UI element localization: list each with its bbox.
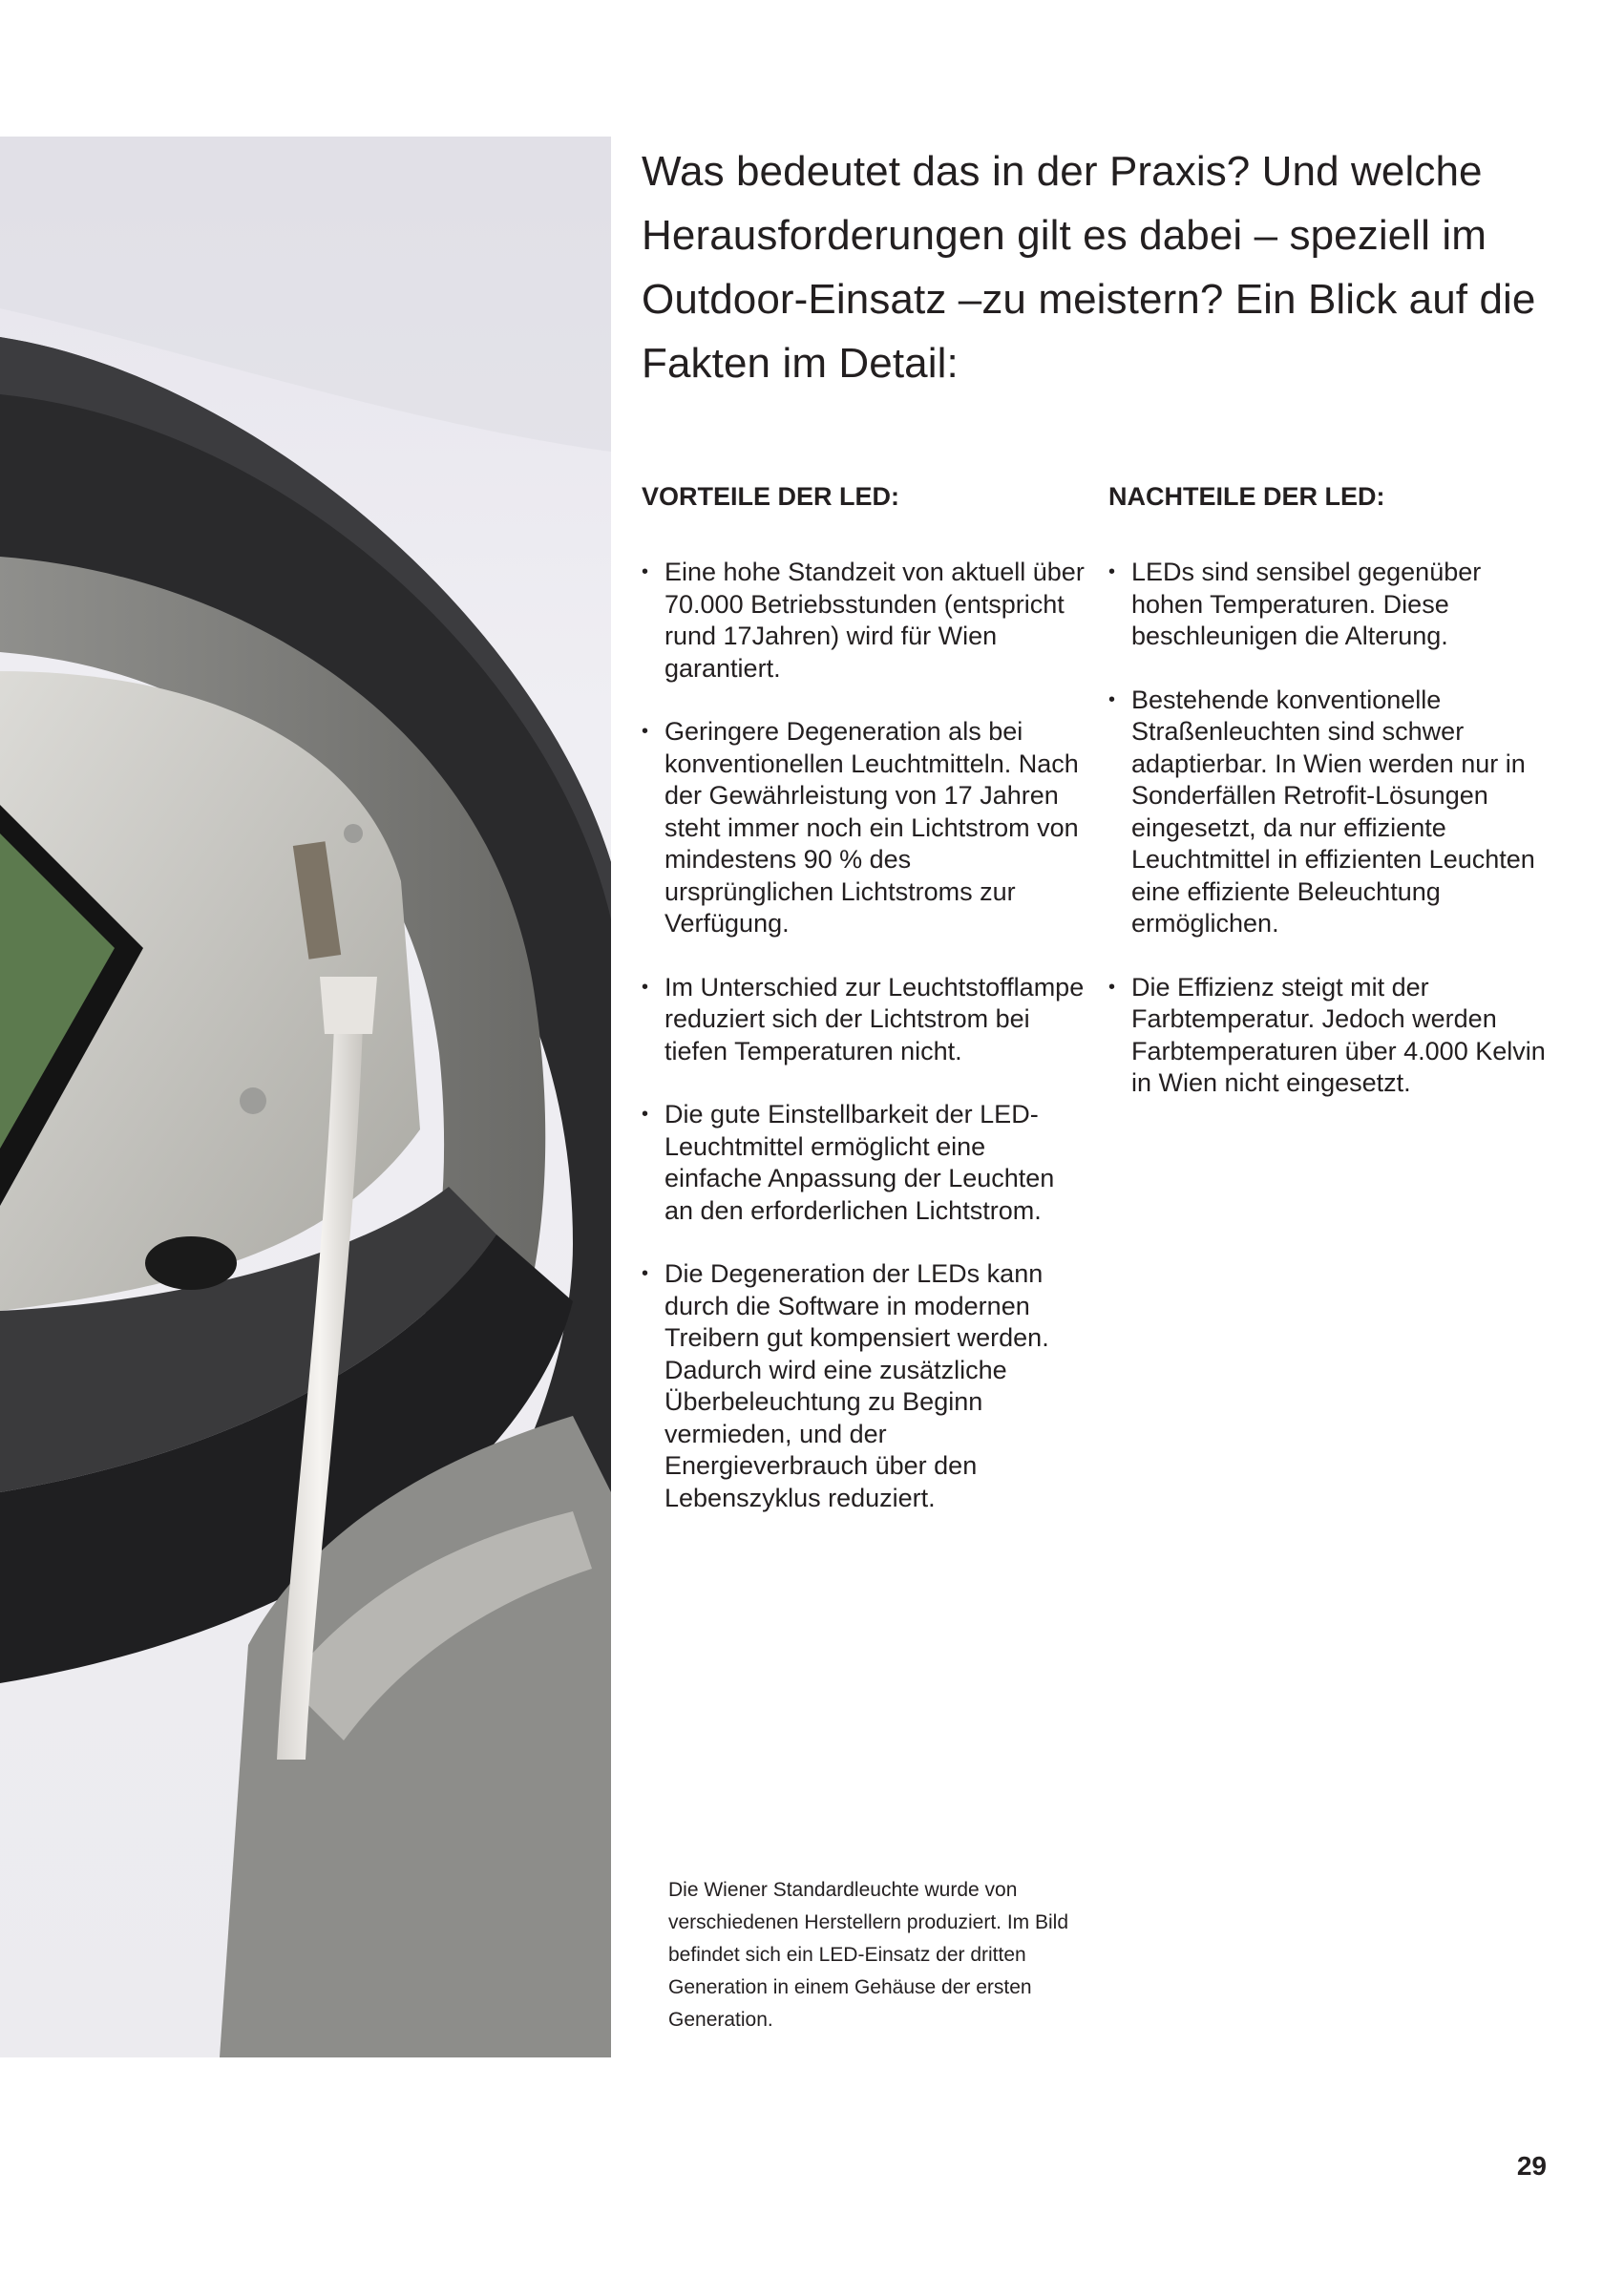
advantages-column	[642, 480, 1086, 1546]
list-item: • Geringere Degeneration als bei konventionellen Leuchtmitteln. Nach der Gewährleistung von 17 Jahren steht immer noch ein Lichtstrom von mindestens 90 % des ursprünglichen Lichtstroms zur Verfügung.	[642, 716, 1086, 940]
list-item: • LEDs sind sensibel gegenüber hohen Temperaturen. Diese beschleunigen die Alterung.	[1108, 557, 1552, 653]
list-item: • Die Degeneration der LEDs kann durch die Software in modernen Treibern gut kompensiert werden. Dadurch wird eine zusätzliche Überbeleuchtung zu Beginn vermieden, und der Energieverbrauch über den Lebenszyklus reduziert.	[642, 1258, 1086, 1514]
advantages-list	[642, 557, 1086, 1514]
list-item: • Die gute Einstellbarkeit der LED-Leuchtmittel ermöglicht eine einfache Anpassung der Leuchten an den erforderlichen Lichtstrom.	[642, 1099, 1086, 1227]
intro-text: Was bedeutet das in der Praxis? Und welche Herausforderungen gilt es dabei – speziell im Outdoor-Einsatz –zu meistern? Ein Blick auf die Fakten im Detail:	[642, 148, 1536, 387]
page-number: 29	[1516, 2151, 1547, 2181]
disadvantages-column	[1108, 480, 1552, 1131]
disadvantages-list	[1108, 557, 1552, 1100]
disadvantages-heading: NACHTEILE DER LED:	[1108, 482, 1385, 511]
list-item: • Eine hohe Standzeit von aktuell über 70.000 Betriebsstunden (entspricht rund 17Jahren) wird für Wien garantiert.	[642, 557, 1086, 685]
advantages-heading: VORTEILE DER LED:	[642, 482, 900, 511]
list-item: • Im Unterschied zur Leuchtstofflampe reduziert sich der Lichtstrom bei tiefen Temperaturen nicht.	[642, 972, 1086, 1068]
lamp-housing-photo	[0, 137, 611, 2057]
list-item: • Die Effizienz steigt mit der Farbtemperatur. Jedoch werden Farbtemperaturen über 4.000 Kelvin in Wien nicht eingesetzt.	[1108, 972, 1552, 1100]
photo-caption: Die Wiener Standardleuchte wurde von verschiedenen Herstellern produziert. Im Bild befindet sich ein LED-Einsatz der dritten Generation in einem Gehäuse der ersten Generation.	[668, 1879, 1069, 2031]
list-item: • Bestehende konventionelle Straßenleuchten sind schwer adaptierbar. In Wien werden nur in Sonderfällen Retrofit-Lösungen eingesetzt, da nur effiziente Leuchtmittel in effizienten Leuchten eine effiziente Beleuchtung ermöglichen.	[1108, 685, 1552, 940]
